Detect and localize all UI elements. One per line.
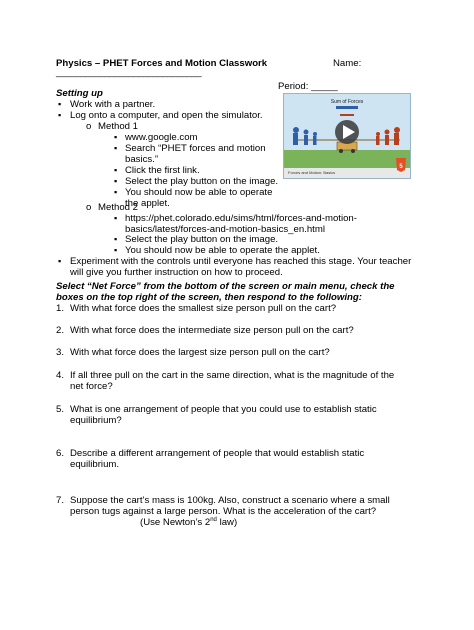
question-2-text: With what force does the intermediate size person pull on the cart? xyxy=(70,325,354,336)
method1-step: basics.” xyxy=(125,154,159,165)
bullet-icon: ▪ xyxy=(114,132,118,142)
setup-item-partner: Work with a partner. xyxy=(70,99,156,110)
instructions-line1: Select “Net Force” from the bottom of the screen or main menu, check the xyxy=(56,281,395,292)
method1-step: Search “PHET forces and motion xyxy=(125,143,266,154)
setup-heading: Setting up xyxy=(56,88,103,99)
question-1-text: With what force does the smallest size person pull on the cart? xyxy=(70,303,337,314)
method1-step: www.google.com xyxy=(125,132,198,143)
name-label: Name: xyxy=(333,58,362,69)
question-number: 5. xyxy=(56,404,65,415)
question-6-text-continued: equilibrium. xyxy=(70,459,120,470)
question-5-text-continued: equilibrium? xyxy=(70,415,122,426)
thumbnail-caption: Forces and Motion: Basics xyxy=(288,170,336,175)
method2-marker: o xyxy=(86,202,92,213)
bullet-icon: ▪ xyxy=(114,165,118,175)
question-number: 3. xyxy=(56,347,65,358)
method1-step: Click the first link. xyxy=(125,165,200,176)
setup-item-log-on: Log onto a computer, and open the simulator. xyxy=(70,110,263,121)
bullet-icon: ▪ xyxy=(114,187,118,197)
question-7-text-continued: person tugs against a large person. What is the acceleration of the cart? xyxy=(70,506,377,517)
method1-step: the applet. xyxy=(125,198,170,209)
question-4-text-continued: net force? xyxy=(70,381,113,392)
simulator-scene xyxy=(284,94,410,178)
method1-step: Select the play button on the image. xyxy=(125,176,279,187)
bullet-icon: ▪ xyxy=(114,143,118,153)
method1-marker: o xyxy=(86,121,92,132)
method1-label: Method 1 xyxy=(98,121,139,132)
question-number: 1. xyxy=(56,303,65,314)
question-3-text: With what force does the largest size person pull on the cart? xyxy=(70,347,330,358)
method2-link-continued[interactable]: basics/latest/forces-and-motion-basics_en.html xyxy=(125,224,325,235)
bullet-icon: ▪ xyxy=(58,256,62,266)
period-label: Period: _____ xyxy=(278,81,338,92)
question-6-text: Describe a different arrangement of people that would establish static xyxy=(70,448,365,459)
method2-step: Select the play button on the image. xyxy=(125,234,279,245)
html5-badge-icon xyxy=(396,158,406,172)
name-blank-line: ______________________________ xyxy=(56,67,202,78)
bullet-icon: ▪ xyxy=(114,245,118,255)
simulator-thumbnail[interactable] xyxy=(283,93,411,179)
question-number: 4. xyxy=(56,370,65,381)
thumbnail-title: Sum of Forces xyxy=(330,99,364,105)
method2-link[interactable]: https://phet.colorado.edu/sims/html/forces-and-motion- xyxy=(125,213,357,224)
newton-hint: (Use Newton’s 2nd law) xyxy=(140,516,238,528)
question-7-text: Suppose the cart’s mass is 100kg. Also, construct a scenario where a small xyxy=(70,495,390,506)
bullet-icon: ▪ xyxy=(114,213,118,223)
question-5-text: What is one arrangement of people that you could use to establish static xyxy=(70,404,377,415)
svg-text:5: 5 xyxy=(399,164,403,170)
question-number: 6. xyxy=(56,448,65,459)
bullet-icon: ▪ xyxy=(58,99,62,109)
bullet-icon: ▪ xyxy=(114,176,118,186)
method2-step: You should now be able to operate the applet. xyxy=(125,245,320,256)
play-icon[interactable] xyxy=(335,120,359,144)
bullet-icon: ▪ xyxy=(114,234,118,244)
method1-step: You should now be able to operate xyxy=(125,187,273,198)
worksheet-title: Physics – PHET Forces and Motion Classwork xyxy=(56,58,268,69)
setup-item-experiment: Experiment with the controls until everyone has reached this stage. Your teacher xyxy=(70,256,412,267)
bullet-icon: ▪ xyxy=(58,110,62,120)
method2-label: Method 2 xyxy=(98,202,139,213)
question-4-text: If all three pull on the cart in the same direction, what is the magnitude of the xyxy=(70,370,395,381)
instructions-line2: boxes on the top right of the screen, then respond to the following: xyxy=(56,292,362,303)
ground-strip xyxy=(284,150,410,168)
setup-item-experiment-continued: will give you further instruction on how to proceed. xyxy=(70,267,283,278)
question-number: 7. xyxy=(56,495,65,506)
question-number: 2. xyxy=(56,325,65,336)
